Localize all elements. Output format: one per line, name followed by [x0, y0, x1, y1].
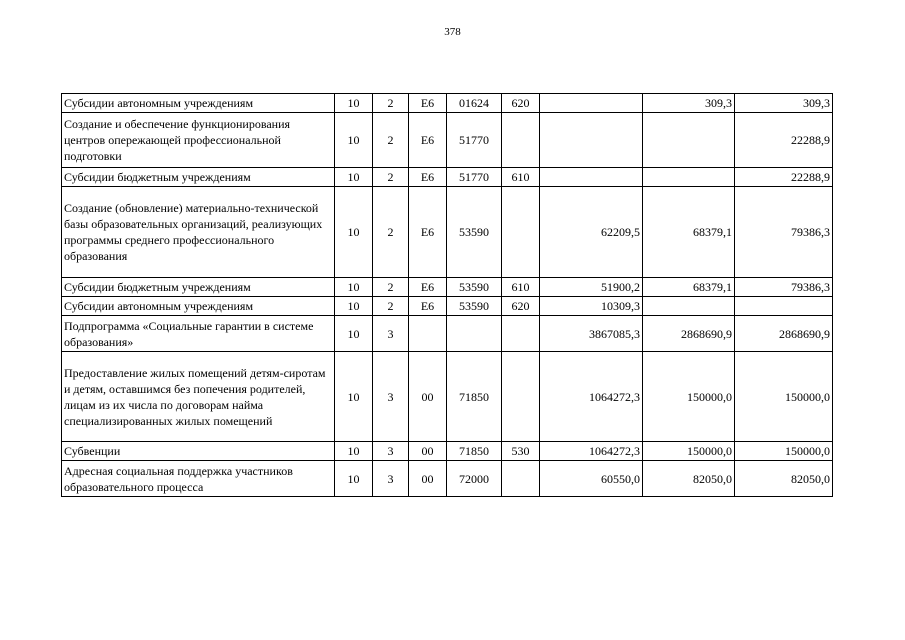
expense-type-code: 620: [502, 297, 540, 316]
amount-year-3: [735, 297, 833, 316]
section-code: 10: [335, 316, 373, 352]
section-code: 10: [335, 168, 373, 187]
subsection-code: 3: [373, 316, 409, 352]
amount-year-1: 1064272,3: [540, 352, 643, 442]
target-code: 53590: [447, 187, 502, 278]
amount-year-1: 62209,5: [540, 187, 643, 278]
amount-year-1: 1064272,3: [540, 442, 643, 461]
amount-year-2: [643, 113, 735, 168]
amount-year-3: 150000,0: [735, 442, 833, 461]
amount-year-2: 150000,0: [643, 352, 735, 442]
amount-year-2: [643, 297, 735, 316]
amount-year-3: 79386,3: [735, 278, 833, 297]
row-name: Создание (обновление) материально-технической базы образовательных организаций, реализующих программы среднего профессионального образования: [62, 187, 335, 278]
amount-year-1: [540, 113, 643, 168]
row-name: Субвенции: [62, 442, 335, 461]
target-code: 51770: [447, 113, 502, 168]
program-code: [409, 316, 447, 352]
amount-year-2: 68379,1: [643, 278, 735, 297]
page-number: 378: [444, 26, 461, 38]
row-name: Субсидии бюджетным учреждениям: [62, 278, 335, 297]
amount-year-1: [540, 168, 643, 187]
subsection-code: 3: [373, 442, 409, 461]
expense-type-code: [502, 316, 540, 352]
row-name: Субсидии автономным учреждениям: [62, 297, 335, 316]
amount-year-2: 68379,1: [643, 187, 735, 278]
amount-year-1: 60550,0: [540, 461, 643, 497]
subsection-code: 3: [373, 352, 409, 442]
table-row: [62, 278, 833, 297]
amount-year-3: 82050,0: [735, 461, 833, 497]
target-code: 71850: [447, 352, 502, 442]
section-code: 10: [335, 94, 373, 113]
table-row: [62, 442, 833, 461]
subsection-code: 2: [373, 278, 409, 297]
table-row: [62, 316, 833, 352]
row-name: Подпрограмма «Социальные гарантии в системе образования»: [62, 316, 335, 352]
amount-year-3: 22288,9: [735, 113, 833, 168]
target-code: 01624: [447, 94, 502, 113]
table-row: [62, 168, 833, 187]
amount-year-2: [643, 168, 735, 187]
target-code: 53590: [447, 297, 502, 316]
table-row: [62, 94, 833, 113]
row-name: Адресная социальная поддержка участников образовательного процесса: [62, 461, 335, 497]
amount-year-2: 309,3: [643, 94, 735, 113]
target-code: 72000: [447, 461, 502, 497]
program-code: E6: [409, 94, 447, 113]
table-row: [62, 113, 833, 168]
subsection-code: 2: [373, 113, 409, 168]
amount-year-1: 51900,2: [540, 278, 643, 297]
expense-type-code: 620: [502, 94, 540, 113]
program-code: E6: [409, 297, 447, 316]
row-name: Предоставление жилых помещений детям-сиротам и детям, оставшимся без попечения родителей, лицам из их числа по договорам найма специализированных жилых помещений: [62, 352, 335, 442]
expense-type-code: 530: [502, 442, 540, 461]
section-code: 10: [335, 461, 373, 497]
section-code: 10: [335, 187, 373, 278]
expense-type-code: [502, 461, 540, 497]
subsection-code: 2: [373, 168, 409, 187]
target-code: 53590: [447, 278, 502, 297]
amount-year-3: 79386,3: [735, 187, 833, 278]
section-code: 10: [335, 297, 373, 316]
section-code: 10: [335, 352, 373, 442]
program-code: 00: [409, 442, 447, 461]
subsection-code: 2: [373, 94, 409, 113]
subsection-code: 2: [373, 297, 409, 316]
amount-year-3: 2868690,9: [735, 316, 833, 352]
amount-year-3: 22288,9: [735, 168, 833, 187]
program-code: 00: [409, 461, 447, 497]
program-code: E6: [409, 187, 447, 278]
row-name: Создание и обеспечение функционирования центров опережающей профессиональной подготовки: [62, 113, 335, 168]
program-code: E6: [409, 168, 447, 187]
subsection-code: 3: [373, 461, 409, 497]
expense-type-code: [502, 352, 540, 442]
program-code: E6: [409, 278, 447, 297]
table-row: [62, 297, 833, 316]
amount-year-3: 150000,0: [735, 352, 833, 442]
section-code: 10: [335, 278, 373, 297]
expense-type-code: [502, 187, 540, 278]
amount-year-3: 309,3: [735, 94, 833, 113]
amount-year-1: 3867085,3: [540, 316, 643, 352]
row-name: Субсидии бюджетным учреждениям: [62, 168, 335, 187]
amount-year-2: 82050,0: [643, 461, 735, 497]
target-code: 71850: [447, 442, 502, 461]
section-code: 10: [335, 442, 373, 461]
budget-table: [61, 93, 833, 497]
program-code: 00: [409, 352, 447, 442]
table-row: [62, 352, 833, 442]
target-code: [447, 316, 502, 352]
section-code: 10: [335, 113, 373, 168]
amount-year-2: 2868690,9: [643, 316, 735, 352]
table-row: [62, 461, 833, 497]
expense-type-code: 610: [502, 278, 540, 297]
amount-year-1: [540, 94, 643, 113]
amount-year-1: 10309,3: [540, 297, 643, 316]
program-code: E6: [409, 113, 447, 168]
target-code: 51770: [447, 168, 502, 187]
amount-year-2: 150000,0: [643, 442, 735, 461]
subsection-code: 2: [373, 187, 409, 278]
row-name: Субсидии автономным учреждениям: [62, 94, 335, 113]
table-row: [62, 187, 833, 278]
expense-type-code: 610: [502, 168, 540, 187]
expense-type-code: [502, 113, 540, 168]
